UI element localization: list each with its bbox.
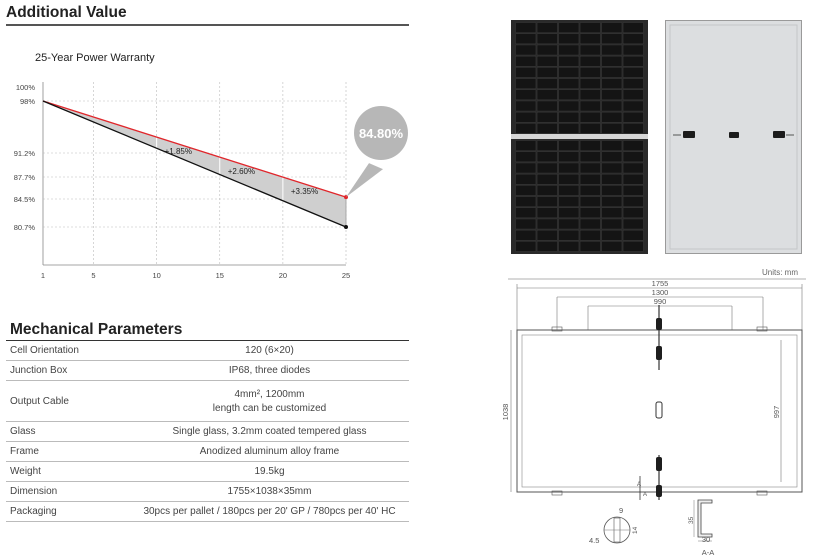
param-value: 30pcs per pallet / 180pcs per 20' GP / 780pcs per 40' HC [130,502,409,522]
solar-cell [580,112,600,122]
solar-cell [580,241,600,251]
param-value: Single glass, 3.2mm coated tempered glass [130,422,409,442]
solar-cell [559,152,579,162]
solar-cell [516,123,536,133]
callout-pointer [346,163,383,197]
solar-cell [516,34,536,44]
solar-cell [559,34,579,44]
table-row [6,341,409,361]
table-row [6,502,409,522]
solar-cell [602,219,622,229]
solar-cell [516,219,536,229]
solar-cell [602,79,622,89]
solar-cell [516,208,536,218]
solar-cell [537,219,557,229]
connector-right-icon [773,131,785,138]
solar-cell [537,185,557,195]
section-heading-additional-value: Additional Value [6,4,127,21]
solar-cell [537,141,557,151]
solar-cell [516,230,536,240]
solar-cell [602,152,622,162]
series-line-additional [43,101,346,197]
param-label: Glass [6,422,130,442]
dim-4-5: 4.5 [589,536,600,545]
solar-cell [537,123,557,133]
solar-cell [623,67,643,77]
solar-cell [580,208,600,218]
solar-cell [537,152,557,162]
solar-cell [516,185,536,195]
solar-cell [580,90,600,100]
solar-cell [580,174,600,184]
solar-cell [516,174,536,184]
solar-cell [559,230,579,240]
param-value: IP68, three diodes [130,361,409,381]
table-row [6,361,409,381]
solar-cell [580,163,600,173]
param-label: Frame [6,442,130,462]
solar-cell [602,197,622,207]
units-label: Units: mm [762,268,798,277]
solar-cell [623,197,643,207]
solar-cell [537,241,557,251]
param-value: 1755×1038×35mm [130,482,409,502]
table-row [6,381,409,422]
y-tick-label: 98% [19,97,35,106]
y-tick-label: 80.7% [13,223,35,232]
solar-cell [559,112,579,122]
solar-cell [602,208,622,218]
solar-cell [602,230,622,240]
solar-cell [537,34,557,44]
warranty-chart [0,70,420,285]
solar-cell [602,112,622,122]
solar-cell [516,241,536,251]
y-tick-label: 84.5% [13,195,35,204]
param-label: Cell Orientation [6,341,130,361]
callout-value: 84.80% [358,126,404,141]
solar-cell [516,141,536,151]
dim-length: 1755 [651,279,669,288]
solar-cell [623,123,643,133]
solar-cell [537,112,557,122]
solar-cell [516,163,536,173]
cable-connector-top-icon [656,318,662,330]
cable-connector-bottom-icon [656,457,662,471]
solar-cell [559,101,579,111]
solar-cell [623,208,643,218]
dim-30: 30 [701,535,711,544]
gain-label: +2.60% [227,167,256,177]
mechanical-parameters-table [6,340,409,522]
junction-box-drawing-icon [656,402,662,418]
solar-cell [537,230,557,240]
solar-cell [516,101,536,111]
solar-cell [623,56,643,66]
section-marker-top: A [637,482,642,488]
x-tick-label: 5 [91,271,96,280]
dim-9: 9 [619,506,624,515]
solar-cell [559,141,579,151]
solar-cell [623,163,643,173]
series-line-linear [43,101,346,227]
gain-label: +3.35% [290,187,319,197]
connector-left-icon [683,131,695,138]
solar-cell [580,79,600,89]
solar-cell [559,163,579,173]
param-label: Output Cable [6,381,130,422]
solar-cell [537,56,557,66]
solar-cell [537,67,557,77]
y-tick-label: 91.2% [13,149,35,158]
x-tick-label: 20 [278,271,288,280]
solar-cell [623,101,643,111]
param-label: Junction Box [6,361,130,381]
solar-cell [537,174,557,184]
solar-cell [559,79,579,89]
x-tick-label: 1 [40,271,46,280]
solar-cell [580,45,600,55]
solar-cell [516,197,536,207]
solar-cell [516,79,536,89]
x-tick-label: 25 [341,271,351,280]
y-tick-label: 100% [15,83,35,92]
cable-connector-bottom2-icon [656,485,662,497]
solar-cell [537,45,557,55]
solar-cell [602,174,622,184]
solar-cell [516,45,536,55]
solar-cell [559,123,579,133]
solar-cell [623,90,643,100]
solar-cell [516,112,536,122]
y-tick-label: 87.7% [13,173,35,182]
x-tick-label: 15 [215,271,224,280]
solar-cell [602,241,622,251]
table-row [6,462,409,482]
solar-cell [559,208,579,218]
solar-cell [580,34,600,44]
frame-profile [698,500,712,537]
solar-cell [623,79,643,89]
solar-cell [580,101,600,111]
solar-cell [559,174,579,184]
solar-cell [623,241,643,251]
solar-cell [623,152,643,162]
dim-inner: 997 [772,405,781,419]
solar-cell [559,90,579,100]
solar-cell [537,197,557,207]
heading-rule [6,24,409,26]
solar-cell [602,34,622,44]
solar-cell [623,141,643,151]
series-end-point-linear [344,225,348,229]
table-row [6,422,409,442]
solar-cell [623,23,643,33]
param-label: Weight [6,462,130,482]
table-row [6,442,409,462]
solar-cell [580,185,600,195]
section-marker-bottom: A [643,492,648,498]
solar-cell [537,101,557,111]
solar-cell [623,230,643,240]
solar-cell [537,90,557,100]
x-tick-label: 10 [152,271,161,280]
solar-cell [559,185,579,195]
solar-cell [580,67,600,77]
gain-label: +1.85% [164,147,192,157]
solar-cell [559,241,579,251]
solar-cell [516,152,536,162]
solar-cell [623,112,643,122]
solar-cell [623,34,643,44]
solar-cell [623,45,643,55]
solar-cell [516,90,536,100]
param-label: Packaging [6,502,130,522]
junction-box-icon [729,132,739,138]
solar-cell [602,45,622,55]
solar-cell [580,219,600,229]
solar-cell [559,197,579,207]
param-value: 19.5kg [130,462,409,482]
solar-cell [580,123,600,133]
solar-cell [580,230,600,240]
dim-35: 35 [688,516,695,524]
technical-drawing [500,272,812,557]
solar-cell [516,56,536,66]
solar-cell [537,79,557,89]
solar-cell [602,163,622,173]
param-value-line2: length can be customized [212,402,327,414]
solar-cell [602,23,622,33]
solar-cell [580,197,600,207]
param-value [130,381,409,422]
solar-cell [602,67,622,77]
solar-cell [580,141,600,151]
section-label: A-A [701,548,715,557]
section-heading-mechanical: Mechanical Parameters [10,321,183,338]
dim-height: 1038 [501,403,510,421]
solar-cell [516,67,536,77]
panel-front-image [511,20,648,254]
chart-title: 25-Year Power Warranty [35,52,155,64]
table-row [6,482,409,502]
solar-cell [623,219,643,229]
param-value: Anodized aluminum alloy frame [130,442,409,462]
solar-cell [623,174,643,184]
solar-cell [537,163,557,173]
dim-mount1: 1300 [651,288,669,297]
solar-cell [537,23,557,33]
solar-cell [602,185,622,195]
solar-cell [602,141,622,151]
solar-cell [580,152,600,162]
solar-cell [516,23,536,33]
solar-cell [537,208,557,218]
solar-cell [559,67,579,77]
solar-cell [602,123,622,133]
solar-cell [580,56,600,66]
solar-cell [602,90,622,100]
solar-cell [602,101,622,111]
param-value-line1: 4mm², 1200mm [234,388,305,400]
solar-cell [623,185,643,195]
solar-cell [559,56,579,66]
param-label: Dimension [6,482,130,502]
dim-mount2: 990 [653,297,667,306]
param-value: 120 (6×20) [130,341,409,361]
cable-connector-top2-icon [656,346,662,360]
solar-cell [559,219,579,229]
panel-back-image [665,20,802,254]
solar-cell [602,56,622,66]
solar-cell [559,23,579,33]
solar-cell [580,23,600,33]
solar-cell [559,45,579,55]
dim-14: 14 [632,526,639,534]
